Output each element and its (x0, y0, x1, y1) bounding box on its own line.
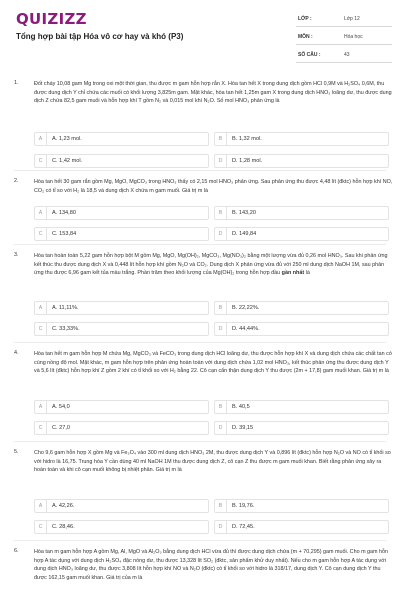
option-text: A. 11,11%. (52, 305, 79, 311)
option-text: B. 22,22%. (232, 305, 260, 311)
divider (14, 441, 386, 442)
option-text: A. 1,23 mol. (52, 136, 82, 142)
question-text: Đốt cháy 10,08 gam Mg trong oxi một thời gian, thu được m gam hỗn hợp rắn X. Hòa tan hết X trong dung dịch gồm HCl 0,9M và H₂SO₄ 0,6M, thu được dung dịch Y chỉ chứa các muối có khối lượng 3,825m gam. Mặt khác, hòa tan hết 1,25m gam X trong dung dịch HNO₃ loãng dư, thu được dung dịch Z chứa 82,5 gam muối và hỗn hợp khí T gồm N₂ và 0,015 mol khí N₂O. Số mol HNO₃ phản ứng là (34, 81, 392, 105)
option-letter: D (215, 521, 227, 533)
option-d[interactable] (214, 520, 389, 534)
option-text: A. 42,26. (52, 503, 75, 509)
document-title: Tổng hợp bài tập Hóa vô cơ hay và khó (P3) (16, 32, 184, 41)
question-number: 6. (14, 548, 19, 554)
meta-subject-row (296, 30, 392, 45)
question-text: Hòa tan m gam hỗn hợp A gồm Mg, Al, MgO và Al₂O₃ bằng dung dịch HCl vừa đủ thì được dung dịch chứa (m + 70,295) gam muối. Cho m gam hỗn hợp A tác dụng với dung dịch H₂SO₄ đặc nóng dư, thu được 13,328 lít SO₂ (đktc, sản phẩm khử duy nhất). Nếu cho m gam hỗn hợp A tác dụng với dung dịch HNO₃ loãng dư, thu được 3,808 lít hỗn hợp khí NO và N₂O (đktc) có tỉ khối so với hidro là 318/17, dung dịch Y. Cô cạn dung dịch Y thu được 162,15 gam muối khan. Giá trị của m là (34, 549, 389, 581)
option-text: C. 33,33%. (52, 326, 80, 332)
question-number: 5. (14, 449, 19, 455)
option-b[interactable] (214, 499, 389, 513)
divider (14, 540, 386, 541)
question-number: 1. (14, 80, 19, 86)
question-text: Cho 9,6 gam hỗn hợp X gồm Mg và Fe₃O₄ vào 300 ml dung dịch HNO₃ 2M, thu được dung dịch Y và 0,896 lít (đktc) hỗn hợp N₂O và NO có tỉ khối so với hidro là 16,75. Trung hòa Y cần dùng 40 ml NaOH 1M thu được dung dịch Z, cô cạn Z thu được m gam muối khan. Biết rằng phản ứng xảy ra hoàn toàn và khi cô cạn muối không bị nhiệt phân. Giá trị m là (34, 450, 391, 474)
question-text: Hòa tan hết m gam hỗn hợp M chứa Mg, MgCO₃ và FeCO₃ trong dung dịch HCl loãng dư, thu được hỗn hợp khí X và dung dịch chứa các chất tan có cùng nồng độ mol. Mặt khác, m gam hỗn hợp trên phản ứng hoàn toàn với dung dịch chứa 1,02 mol HNO₃, kết thúc phản ứng thu được dung dịch Y và 5,6 lít (đktc) hỗn hợp khí Z gồm 2 khí có tỉ khối so với H₂ bằng 22. Cô cạn cẩn thận dung dịch Y thu được (2m + 17,8) gam muối khan. Giá trị m là (34, 351, 392, 375)
option-text: C. 1,42 mol. (52, 158, 83, 164)
option-letter: B (215, 133, 227, 145)
question-emphasis: gần nhất (281, 270, 305, 277)
option-letter: C (35, 422, 47, 434)
question-text (34, 252, 394, 278)
option-a[interactable] (34, 499, 209, 513)
option-letter: B (215, 401, 227, 413)
divider (14, 244, 386, 245)
option-text: D. 1,28 mol. (232, 158, 263, 164)
question-number: 2. (14, 178, 19, 184)
question-text-end: là (304, 270, 310, 277)
option-letter: D (215, 422, 227, 434)
option-b[interactable] (214, 206, 389, 220)
meta-class-row (296, 12, 392, 27)
option-a[interactable] (34, 206, 209, 220)
option-text: C. 28,46. (52, 524, 75, 530)
option-text: C. 153,84 (52, 231, 77, 237)
option-letter: B (215, 302, 227, 314)
option-text: D. 44,44%. (232, 326, 260, 332)
option-c[interactable] (34, 154, 209, 168)
option-text: A. 54,0 (52, 404, 70, 410)
meta-label: MÔN : (298, 34, 313, 40)
divider (14, 342, 386, 343)
option-text: B. 1,32 mol. (232, 136, 262, 142)
option-text: D. 72,45. (232, 524, 255, 530)
quizizz-logo: QUIZIZZ (16, 10, 87, 28)
option-letter: D (215, 228, 227, 240)
divider (14, 170, 386, 171)
meta-count-row (296, 48, 392, 63)
document-header (0, 0, 400, 62)
meta-value: Lớp 12 (344, 16, 360, 22)
option-letter: D (215, 155, 227, 167)
option-c[interactable] (34, 227, 209, 241)
option-c[interactable] (34, 421, 209, 435)
option-text: C. 27,0 (52, 425, 71, 431)
option-a[interactable] (34, 132, 209, 146)
option-letter: A (35, 207, 47, 219)
question-text-main: Hòa tan hoàn toàn 5,22 gam hỗn hợp bột M gồm Mg, MgO, Mg(OH)₂, MgCO₃, Mg(NO₃)₂ bằng một lượng vừa đủ 0,26 mol HNO₃. Sau khi phản ứng kết thúc thu được dung dịch X và 0,448 lít hỗn hợp khí gồm N₂O và CO₂. Dung dịch X phản ứng vừa đủ với 250 ml dung dịch NaOH 1M, sau phản ứng thu được 6,96 gam kết tủa màu trắng. Phần trăm theo khối lượng của Mg(OH)₂ trong hỗn hợp đầu (34, 253, 388, 277)
option-letter: A (35, 401, 47, 413)
question-number: 3. (14, 252, 19, 258)
option-d[interactable] (214, 421, 389, 435)
option-b[interactable] (214, 301, 389, 315)
option-letter: D (215, 323, 227, 335)
question-text: Hòa tan hết 30 gam rắn gồm Mg, MgO, MgCO₃ trong HNO₃ thấy có 2,15 mol HNO₃ phản ứng. Sau phản ứng thu được 4,48 lít (đktc) hỗn hợp khí NO, CO₂ có tỉ so với H₂ là 18,5 và dung dịch X chứa m gam muối. Giá trị m là (34, 179, 393, 194)
option-a[interactable] (34, 301, 209, 315)
option-text: D. 39,15 (232, 425, 254, 431)
option-d[interactable] (214, 154, 389, 168)
option-text: B. 40,5 (232, 404, 250, 410)
meta-info (296, 12, 392, 66)
option-c[interactable] (34, 322, 209, 336)
option-letter: C (35, 228, 47, 240)
option-b[interactable] (214, 132, 389, 146)
option-letter: A (35, 500, 47, 512)
option-letter: C (35, 323, 47, 335)
meta-value: Hóa học (344, 34, 363, 40)
option-text: A. 134,80 (52, 210, 76, 216)
meta-label: SỐ CÂU : (298, 52, 321, 58)
option-a[interactable] (34, 400, 209, 414)
option-letter: A (35, 302, 47, 314)
option-letter: B (215, 500, 227, 512)
option-d[interactable] (214, 227, 389, 241)
option-letter: C (35, 521, 47, 533)
question-number: 4. (14, 350, 19, 356)
option-text: B. 143,20 (232, 210, 256, 216)
meta-value: 43 (344, 52, 350, 58)
option-b[interactable] (214, 400, 389, 414)
option-text: D. 149,84 (232, 231, 257, 237)
option-d[interactable] (214, 322, 389, 336)
option-text: B. 19,76. (232, 503, 255, 509)
option-letter: B (215, 207, 227, 219)
meta-label: LỚP : (298, 16, 312, 22)
option-letter: C (35, 155, 47, 167)
option-letter: A (35, 133, 47, 145)
option-c[interactable] (34, 520, 209, 534)
